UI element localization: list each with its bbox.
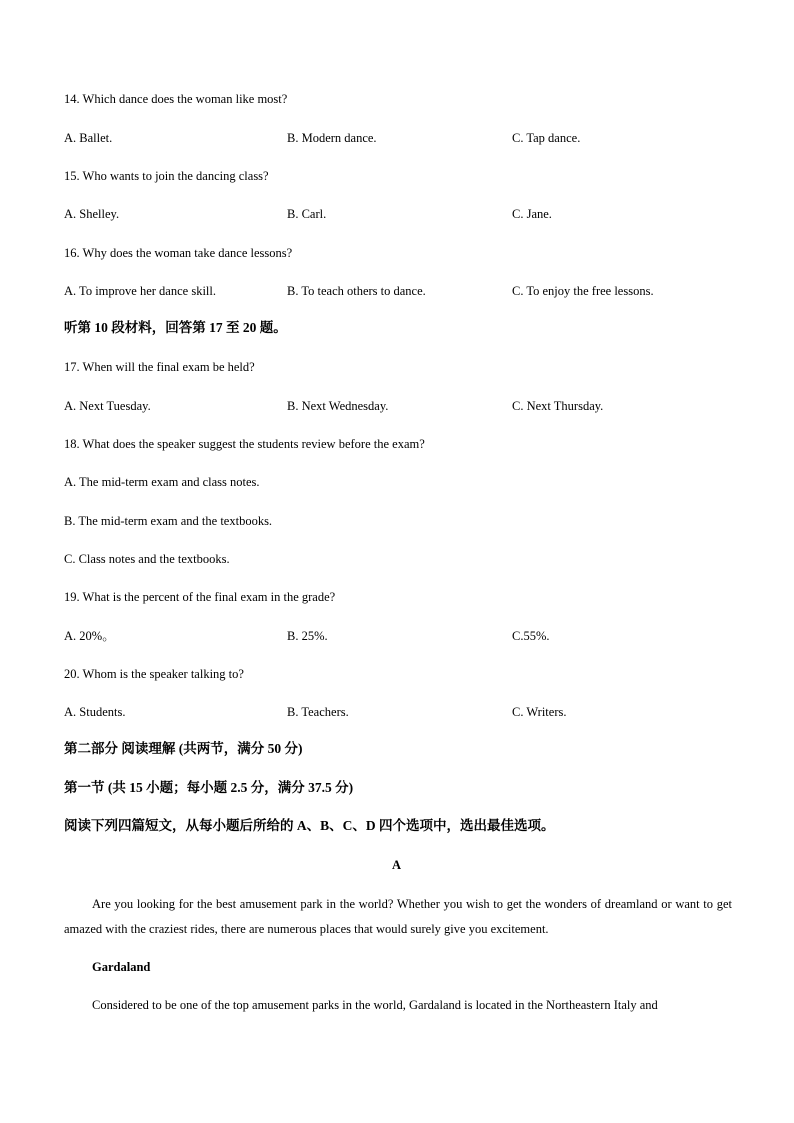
option-17-c: C. Next Thursday. (512, 399, 604, 413)
question-17: 17. When will the final exam be held? (64, 360, 255, 374)
option-18-c: C. Class notes and the textbooks. (64, 552, 230, 566)
question-15: 15. Who wants to join the dancing class? (64, 169, 269, 183)
option-17-a: A. Next Tuesday. (64, 399, 151, 413)
question-19: 19. What is the percent of the final exam in the grade? (64, 590, 336, 604)
part-two-heading: 第二部分 阅读理解 (共两节，满分 50 分) (64, 741, 303, 756)
option-14-a: A. Ballet. (64, 131, 113, 145)
passage-paragraph-1: Are you looking for the best amusement park in the world? Whether you wish to get the wonders of dreamland or want to get amazed with the craziest rides, there are numerous places that would surely give you excitement. (64, 897, 732, 936)
question-16: 16. Why does the woman take dance lessons? (64, 246, 293, 260)
option-18-a: A. The mid-term exam and class notes. (64, 475, 260, 489)
question-14: 14. Which dance does the woman like most? (64, 92, 288, 106)
option-15-c: C. Jane. (512, 207, 552, 221)
reading-instructions: 阅读下列四篇短文，从每小题后所给的 A、B、C、D 四个选项中，选出最佳选项。 (64, 818, 555, 833)
option-17-b: B. Next Wednesday. (287, 399, 389, 413)
option-18-b: B. The mid-term exam and the textbooks. (64, 514, 273, 528)
passage-label: A (392, 858, 402, 872)
question-18: 18. What does the speaker suggest the students review before the exam? (64, 437, 425, 451)
option-15-b: B. Carl. (287, 207, 327, 221)
option-16-a: A. To improve her dance skill. (64, 284, 216, 298)
option-15-a: A. Shelley. (64, 207, 120, 221)
option-20-c: C. Writers. (512, 705, 567, 719)
option-14-c: C. Tap dance. (512, 131, 581, 145)
passage-paragraph-2: Considered to be one of the top amusement parks in the world, Gardaland is located in the Northeastern Italy and (92, 998, 658, 1012)
option-14-b: B. Modern dance. (287, 131, 377, 145)
option-16-b: B. To teach others to dance. (287, 284, 426, 298)
option-19-b: B. 25%. (287, 629, 328, 643)
option-19-c: C.55%. (512, 629, 550, 643)
option-20-b: B. Teachers. (287, 705, 349, 719)
option-20-a: A. Students. (64, 705, 126, 719)
passage-subheading: Gardaland (92, 960, 151, 974)
section-one-heading: 第一节 (共 15 小题；每小题 2.5 分，满分 37.5 分) (64, 780, 354, 795)
option-16-c: C. To enjoy the free lessons. (512, 284, 654, 298)
section-heading-10: 听第 10 段材料，回答第 17 至 20 题。 (64, 320, 287, 335)
option-19-a: A. 20%。 (64, 629, 115, 643)
question-20: 20. Whom is the speaker talking to? (64, 667, 244, 681)
